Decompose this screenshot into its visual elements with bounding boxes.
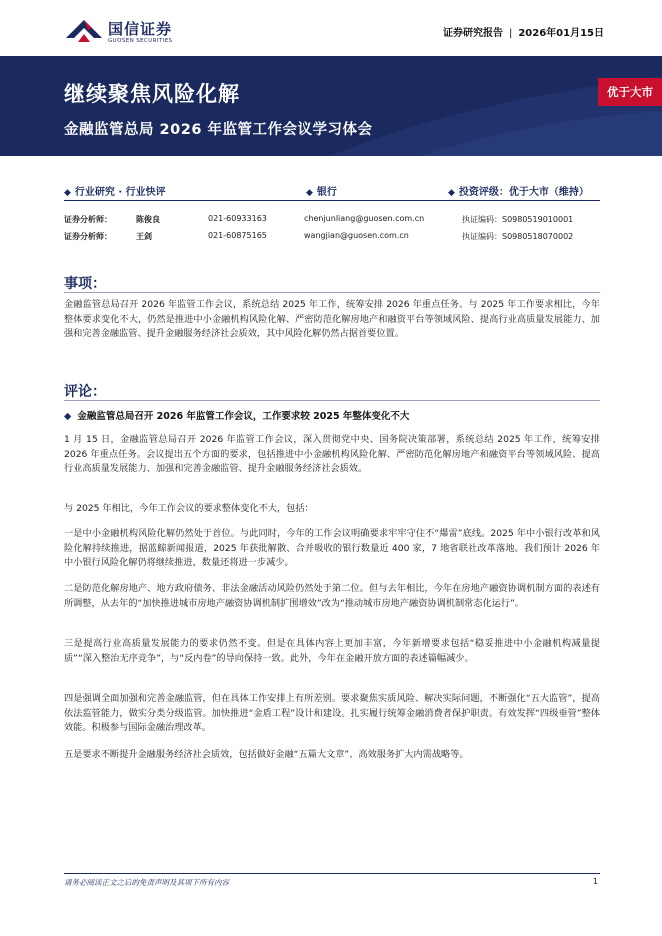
event-body: 金融监管总局召开 2026 年监管工作会议，系统总结 2025 年工作，统筹安排 2026 年重点任务。与 2025 年工作要求相比，今年整体要求变化不大，仍然是推进中小金融机构风险化解、严密防范化解房地产和融资平台等领域风险、提高行业高质量发展能力、加强和完善金融监管、提升金融服务经济社会质效，其中风险化解仍然占据首要位置。: [64, 299, 600, 339]
analyst-phone: 021-60933163: [208, 214, 267, 223]
analyst-email[interactable]: wangjian@guosen.com.cn: [304, 231, 409, 240]
rating-badge: 优于大市: [598, 78, 662, 106]
comment-paragraph: 一是中小金融机构风险化解仍然处于首位。与此同时，今年的工作会议明确要求牢牢守住不“爆雷”底线。2025 年中小银行改革和风险化解持续推进，据蓝鲸新闻报道，2025 年获批解散、合并吸收的银行数量近 400 家，7 地省联社改革落地。我们预计 2026 年中小银行风险化解仍将继续推进，数量还将进一步减少。: [64, 528, 600, 568]
page-number: 1: [592, 877, 598, 886]
analyst-cert: 执证编码：S0980519010001: [462, 215, 574, 224]
comment-paragraph: 三是提高行业高质量发展能力的要求仍然不变。但是在具体内容上更加丰富，今年新增要求包括“稳妥推进中小金融机构减量提质”“深入整治无序竞争”，与“反内卷”的导向保持一致。此外，今年在金融开放方面的表述篇幅减少。: [64, 638, 600, 664]
rating-text: 投资评级：优于大市（维持）: [458, 187, 589, 198]
report-title: 继续聚焦风险化解: [64, 82, 240, 106]
event-section-divider: [64, 292, 600, 293]
rating-label: [448, 183, 589, 198]
comment-section-divider: [64, 400, 600, 401]
diamond-icon: ◆: [306, 188, 313, 198]
comment-paragraph: 四是强调全面加强和完善金融监管，但在具体工作安排上有所差别。要求聚焦实质风险、解决实际问题，不断强化“五大监管”，提高依法监管能力，做实分类分级监管。加快推进“金盾工程”设计和建设。扎实履行统筹金融消费者保护职责。有效发挥“四级垂管”整体效能。积极参与国际金融治理改革。: [64, 693, 600, 733]
analyst-cert: 执证编码：S0980518070002: [462, 232, 574, 241]
report-header-info: [443, 24, 604, 39]
analyst-phone: 021-60875165: [208, 231, 267, 240]
comment-paragraph: 二是防范化解房地产、地方政府债务、非法金融活动风险仍然处于第二位。但与去年相比，今年在房地产融资协调机制方面的表述有所调整，从去年的“加快推进城市房地产融资协调机制扩围增效”改为“推动城市房地产融资协调机制常态化运行”。: [64, 583, 600, 609]
logo-text-en: GUOSEN SECURITIES: [108, 38, 173, 44]
report-subtitle: 金融监管总局 2026 年监管工作会议学习体会: [64, 122, 373, 138]
report-type: 证券研究报告: [442, 28, 503, 39]
analyst-email[interactable]: chenjunliang@guosen.com.cn: [304, 214, 425, 223]
report-date: 2026年01月15日: [518, 28, 604, 39]
title-banner: [0, 56, 662, 156]
comment-paragraph: 五是要求不断提升金融服务经济社会质效，包括做好金融“五篇大文章”、高效服务扩大内需战略等。: [64, 749, 469, 760]
header-separator: |: [508, 28, 513, 39]
event-section-title: 事项：: [64, 276, 106, 292]
analyst-name: 王剑: [136, 232, 152, 241]
diamond-icon: ◆: [64, 411, 72, 422]
footer-divider: [64, 873, 600, 874]
comment-bullet-heading: [64, 408, 600, 422]
sector-text: 银行: [316, 187, 337, 198]
comment-section-title: 评论：: [64, 384, 106, 400]
analyst-role: 证券分析师：: [64, 232, 112, 241]
logo-text-cn: 国信证券: [108, 20, 173, 38]
analyst-role: 证券分析师：: [64, 215, 112, 224]
diamond-icon: ◆: [448, 188, 455, 198]
analyst-name: 陈俊良: [136, 215, 160, 224]
category-label: [64, 183, 166, 198]
meta-divider: [64, 200, 600, 201]
comment-paragraph: 与 2025 年相比，今年工作会议的要求整体变化不大，包括：: [64, 503, 314, 514]
footer-disclaimer[interactable]: 请务必阅读正文之后的免责声明及其项下所有内容: [64, 878, 229, 887]
bullet-heading-text: 金融监管总局召开 2026 年监管工作会议，工作要求较 2025 年整体变化不大: [77, 411, 410, 422]
guosen-logo: [64, 16, 184, 50]
diamond-icon: ◆: [64, 188, 71, 198]
comment-paragraph: 1 月 15 日，金融监管总局召开 2026 年监管工作会议，深入贯彻党中央、国务院决策部署，系统总结 2025 年工作，统筹安排 2026 年重点任务。会议提出五个方面的要求，包括推进中小金融机构风险化解、严密防范化解房地产和融资平台等领域风险、提高行业高质量发展能力、加强和完善金融监管、提升金融服务经济社会质效。: [64, 434, 600, 474]
sector-label: [306, 183, 337, 198]
category-text: 行业研究 · 行业快评: [74, 187, 166, 198]
logo-mark-icon: [64, 16, 104, 46]
